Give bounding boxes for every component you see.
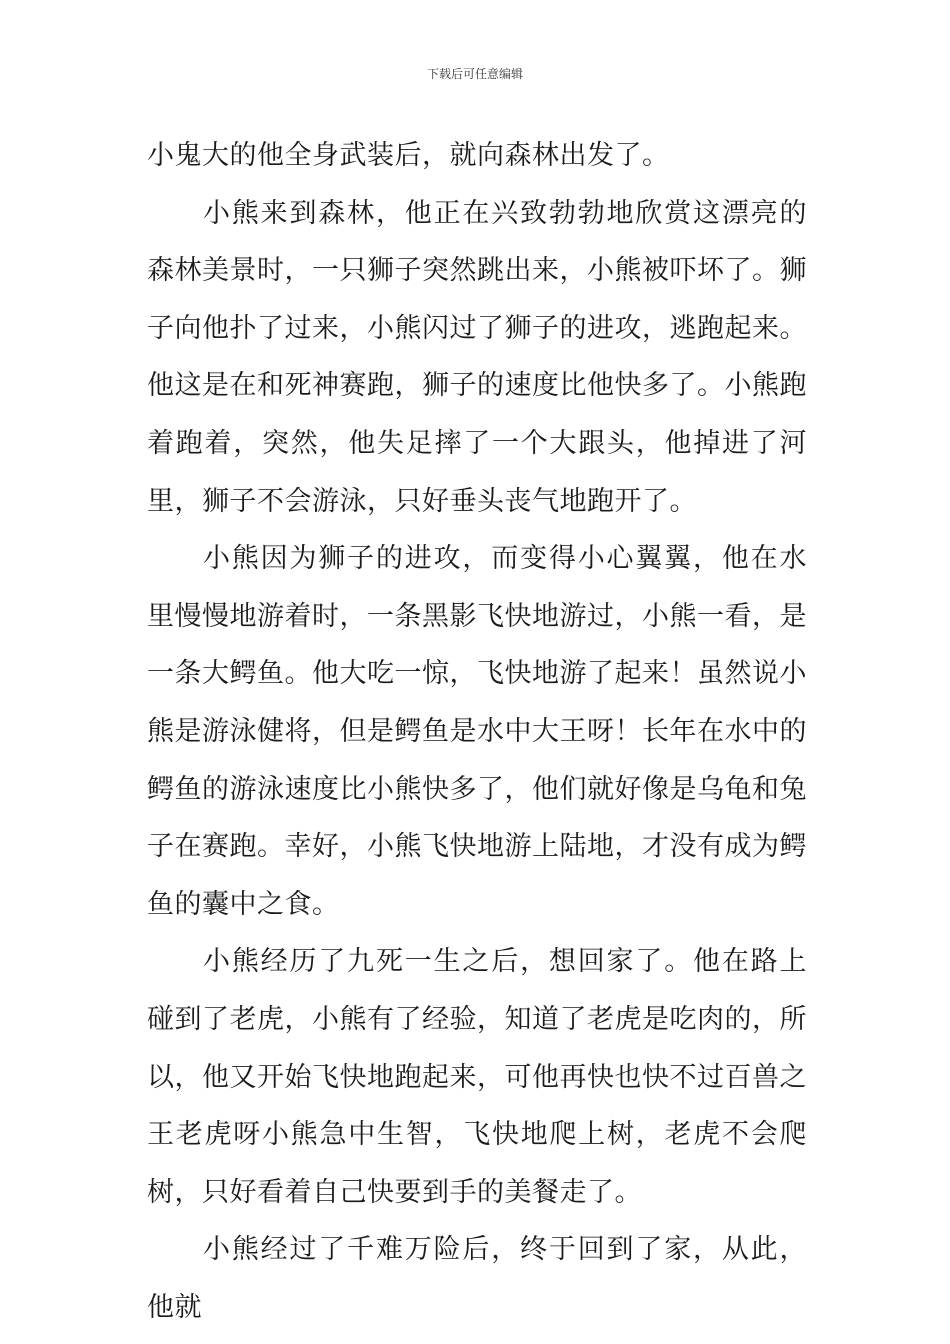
paragraph-3: 小熊因为狮子的进攻，而变得小心翼翼，他在水里慢慢地游着时，一条黑影飞快地游过，小熊一看，是一条大鳄鱼。他大吃一惊，飞快地游了起来！虽然说小熊是游泳健将，但是鳄鱼是水中大王呀！长年在水中的鳄鱼的游泳速度比小熊快多了，他们就好像是乌龟和兔子在赛跑。幸好，小熊飞快地游上陆地，才没有成为鳄鱼的囊中之食。	[147, 543, 807, 920]
paragraph-2: 小熊来到森林，他正在兴致勃勃地欣赏这漂亮的森林美景时，一只狮子突然跳出来，小熊被吓坏了。狮子向他扑了过来，小熊闪过了狮子的进攻，逃跑起来。他这是在和死神赛跑，狮子的速度比他快多了。小熊跑着跑着，突然，他失足摔了一个大跟头，他掉进了河里，狮子不会游泳，只好垂头丧气地跑开了。	[147, 197, 807, 517]
page-header: 下载后可任意编辑	[426, 67, 523, 81]
paragraph-5: 小熊经过了千难万险后，终于回到了家，从此，他就	[147, 1234, 807, 1323]
paragraph-1: 小鬼大的他全身武装后，就向森林出发了。	[147, 140, 670, 171]
document-body	[147, 127, 807, 1336]
paragraph-4: 小熊经历了九死一生之后，想回家了。他在路上碰到了老虎，小熊有了经验，知道了老虎是吃肉的，所以，他又开始飞快地跑起来，可他再快也快不过百兽之王老虎呀小熊急中生智，飞快地爬上树，老虎不会爬树，只好看着自己快要到手的美餐走了。	[147, 946, 807, 1208]
